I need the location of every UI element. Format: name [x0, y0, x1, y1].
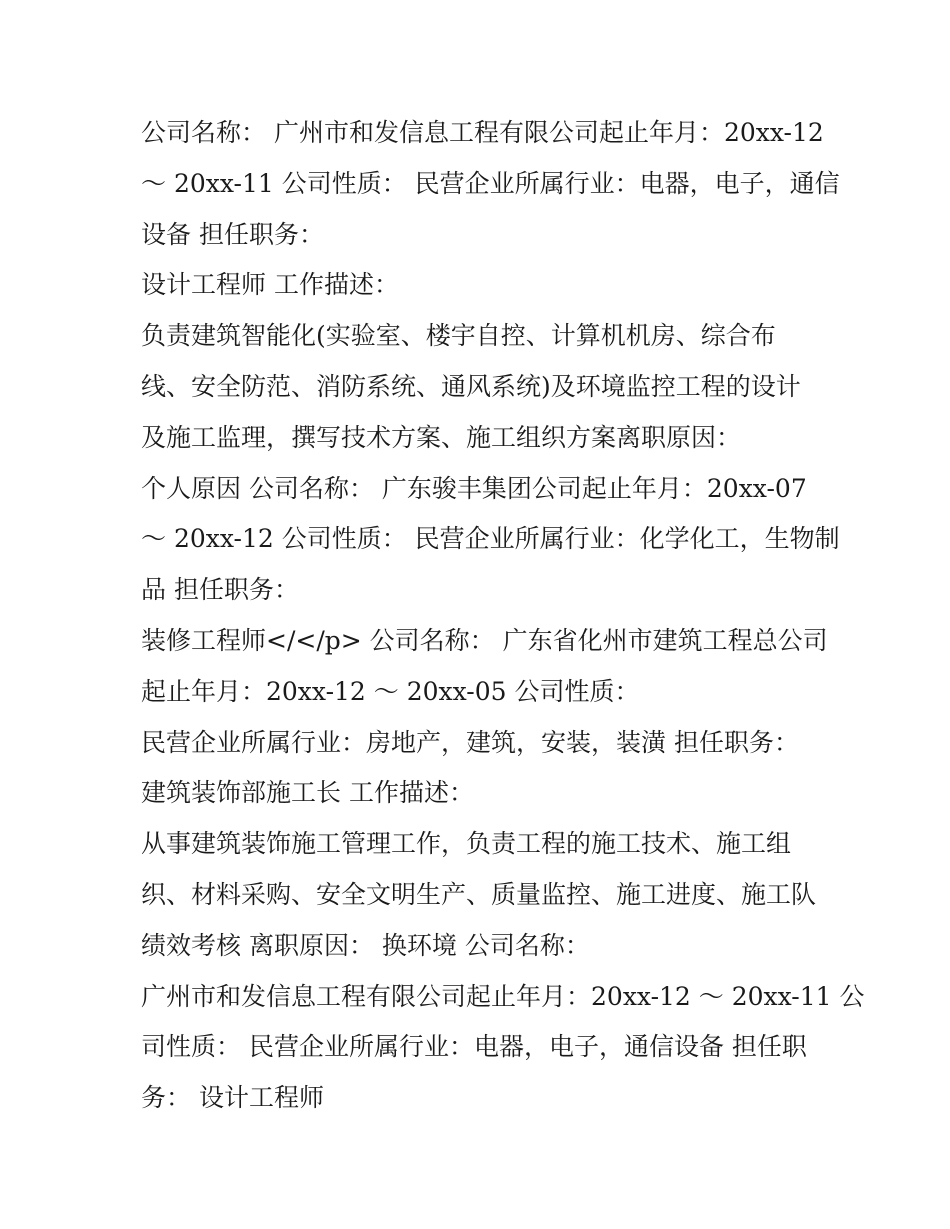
text-line: ～ 20xx-11 公司性质： 民营企业所属行业：电器，电子，通信 [141, 168, 840, 198]
text-line: 务： 设计工程师 [141, 1083, 324, 1113]
text-line: 司性质： 民营企业所属行业：电器，电子，通信设备 担任职 [141, 1032, 807, 1062]
text-line: 建筑装饰部施工长 工作描述： [141, 778, 474, 808]
text-line: 绩效考核 离职原因： 换环境 公司名称： [141, 930, 590, 960]
text-line: 从事建筑装饰施工管理工作，负责工程的施工技术、施工组 [141, 829, 792, 859]
text-line: 品 担任职务： [141, 575, 299, 605]
text-line: 织、材料采购、安全文明生产、质量监控、施工进度、施工队 [141, 879, 817, 909]
text-line: 公司名称： 广州市和发信息工程有限公司起止年月：20xx-12 [141, 118, 824, 147]
text-line: 及施工监理，撰写技术方案、施工组织方案离职原因： [141, 422, 742, 452]
text-line: 民营企业所属行业：房地产，建筑，安装，装潢 担任职务： [141, 727, 799, 757]
text-line: 设计工程师 工作描述： [141, 270, 399, 300]
text-line: 设备 担任职务： [141, 219, 324, 249]
text-line: 广州市和发信息工程有限公司起止年月：20xx-12 ～ 20xx-11 公 [141, 981, 865, 1011]
text-line: 负责建筑智能化(实验室、楼宇自控、计算机机房、综合布 [141, 321, 776, 351]
text-line: 起止年月：20xx-12 ～ 20xx-05 公司性质： [141, 676, 640, 706]
text-line: ～ 20xx-12 公司性质： 民营企业所属行业：化学化工，生物制 [141, 524, 840, 554]
text-line: 个人原因 公司名称： 广东骏丰集团公司起止年月：20xx-07 [141, 473, 807, 503]
text-line: 装修工程师</</p> 公司名称： 广东省化州市建筑工程总公司 [141, 625, 828, 655]
text-line: 线、安全防范、消防系统、通风系统)及环境监控工程的设计 [141, 371, 801, 401]
document-body [141, 108, 865, 1124]
